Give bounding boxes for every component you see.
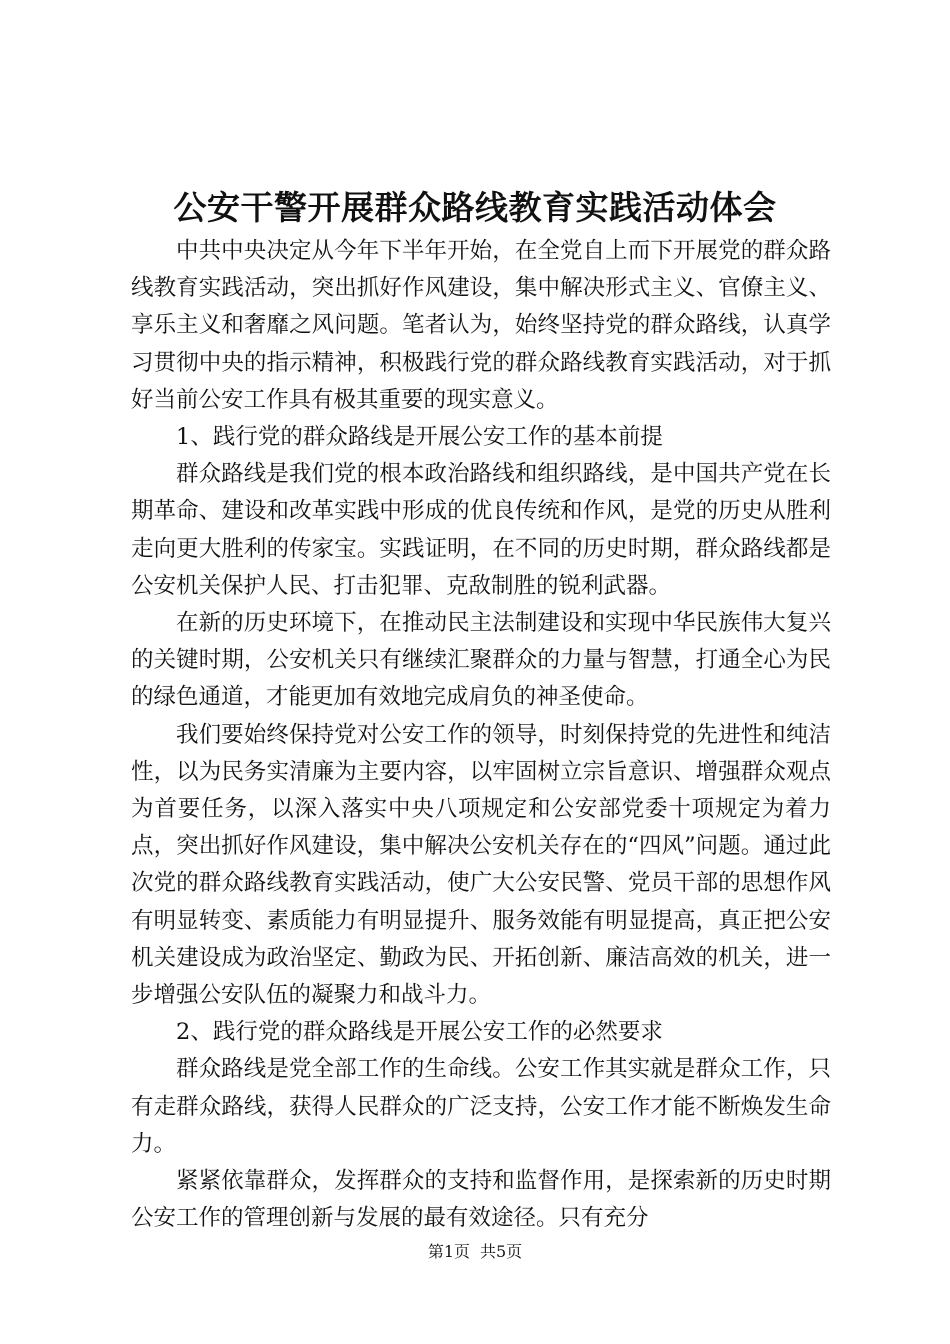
paragraph: 紧紧依靠群众，发挥群众的支持和监督作用，是探索新的历史时期公安工作的管理创新与发展的最有效途径。只有充分 [131, 1168, 831, 1232]
section-heading-1: 1、践行党的群众路线是开展公安工作的基本前提 [176, 424, 663, 451]
document-title: 公安干警开展群众路线教育实践活动体会 [173, 188, 777, 227]
document-body [131, 233, 831, 1237]
paragraph: 我们要始终保持党对公安工作的领导，时刻保持党的先进性和纯洁性，以为民务实清廉为主要内容，以牢固树立宗旨意识、增强群众观点为首要任务，以深入落实中央八项规定和公安部党委十项规定为着力点，突出抓好作风建设，集中解决公安机关存在的“四风”问题。通过此次党的群众路线教育实践活动，使广大公安民警、党员干部的思想作风有明显转变、素质能力有明显提升、服务效能有明显提高，真正把公安机关建设成为政治坚定、勤政为民、开拓创新、廉洁高效的机关，进一步增强公安队伍的凝聚力和战斗力。 [131, 721, 831, 1009]
paragraph-intro: 中共中央决定从今年下半年开始，在全党自上而下开展党的群众路线教育实践活动，突出抓好作风建设，集中解决形式主义、官僚主义、享乐主义和奢靡之风问题。笔者认为，始终坚持党的群众路线，认真学习贯彻中央的指示精神，积极践行党的群众路线教育实践活动，对于抓好当前公安工作具有极其重要的现实意义。 [131, 238, 831, 413]
page-total: 共5页 [480, 1242, 523, 1261]
paragraph: 群众路线是我们党的根本政治路线和组织路线，是中国共产党在长期革命、建设和改革实践中形成的优良传统和作风，是党的历史从胜利走向更大胜利的传家宝。实践证明，在不同的历史时期，群众路线都是公安机关保护人民、打击犯罪、克敌制胜的锐利武器。 [131, 461, 831, 599]
paragraph: 群众路线是党全部工作的生命线。公安工作其实就是群众工作，只有走群众路线，获得人民群众的广泛支持，公安工作才能不断焕发生命力。 [131, 1056, 831, 1157]
page-number: 第1页 [427, 1242, 470, 1261]
paragraph: 在新的历史环境下，在推动民主法制建设和实现中华民族伟大复兴的关键时期，公安机关只有继续汇聚群众的力量与智慧，打通全心为民的绿色通道，才能更加有效地完成肩负的神圣使命。 [131, 610, 831, 711]
section-heading-2: 2、践行党的群众路线是开展公安工作的必然要求 [176, 1019, 663, 1046]
page-footer [0, 1240, 950, 1264]
